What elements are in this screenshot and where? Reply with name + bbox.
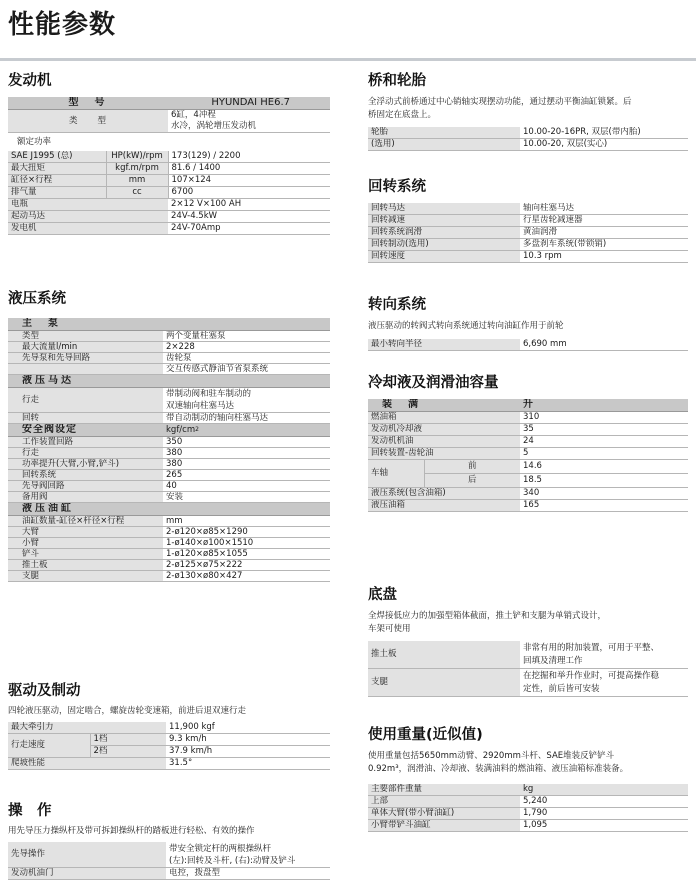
engine-sae-row — [8, 151, 330, 163]
weight-description-2: 0.92m³，润滑油、冷却液、装满油料的燃油箱、液压油箱标准装备。 — [368, 764, 629, 774]
pump-flow-value: 2×228 — [163, 342, 330, 353]
relief-row-label: 行走 — [8, 448, 163, 459]
drive-section — [8, 682, 330, 770]
swing-motor-value: 带自动制动的轴向柱塞马达 — [163, 413, 330, 424]
engine-torque-row — [8, 163, 330, 175]
engine-starter-value: 24V-4.5kW — [168, 211, 330, 223]
operation-description: 用先导压力操纵杆及带可拆卸操纵杆的踏板进行轻松、有效的操作 — [8, 826, 255, 836]
weight-row-label: 上部 — [368, 796, 520, 808]
operation-section — [8, 802, 330, 880]
swing-section — [368, 178, 688, 263]
cylinder-header-unit: mm — [163, 516, 330, 527]
title-divider — [0, 58, 696, 61]
weight-row-label: 单体大臂(带小臂油缸) — [368, 808, 520, 820]
pump-system-label — [8, 364, 163, 375]
engine-battery-row — [8, 199, 330, 211]
outrigger-label: 支腿 — [368, 669, 520, 697]
steering-heading: 转向系统 — [368, 297, 426, 313]
swing-row-label: 回转速度 — [368, 251, 520, 263]
capacity-row-label: 发动机机油 — [368, 436, 520, 448]
relief-unit — [163, 424, 330, 437]
pump-type-value: 两个变量柱塞泵 — [163, 331, 330, 342]
weight-row-value: 1,790 — [520, 808, 688, 820]
engine-bore-row — [8, 175, 330, 187]
engine-type-value-2: 水冷，涡轮增压发动机 — [171, 121, 257, 131]
relief-row-value: 安装 — [163, 492, 330, 503]
throttle-value: 电控，拨盘型 — [166, 868, 330, 880]
axle-capacity-value: 18.5 — [520, 474, 688, 488]
engine-sae-label: SAE J1995 (总) — [8, 151, 106, 163]
engine-sae-unit: HP(kW)/rpm — [106, 151, 168, 163]
engine-sae-value: 173(129) / 2200 — [168, 151, 330, 163]
swing-row-value: 行星齿轮减速器 — [520, 215, 688, 227]
gradeability-value: 31.5° — [166, 758, 330, 770]
coolant-table — [368, 399, 688, 512]
travel-motor-value-2: 双速轴向柱塞马达 — [166, 401, 235, 411]
chassis-section — [368, 586, 688, 697]
blade-value-1: 非常有用的附加装置，可用于平整、 — [523, 642, 660, 653]
chassis-description-2: 车架可使用 — [368, 624, 411, 634]
relief-row-label: 工作装置回路 — [8, 437, 163, 448]
steering-section — [368, 296, 688, 351]
cylinder-row-label: 推土板 — [8, 560, 163, 571]
capacity-row-label: 燃油箱 — [368, 412, 520, 424]
swing-heading: 回转系统 — [368, 179, 426, 195]
cylinder-row-value: 2-ø120×ø85×1290 — [163, 527, 330, 538]
swing-row-value: 轴向柱塞马达 — [520, 203, 688, 215]
cylinder-row-label: 支腿 — [8, 571, 163, 582]
steering-description: 液压驱动的转阀式转向系统通过转向油缸作用于前轮 — [368, 321, 564, 331]
weight-heading: 使用重量(近似值) — [368, 727, 483, 743]
axle-capacity-value: 14.6 — [520, 460, 688, 474]
engine-table — [8, 97, 330, 235]
engine-type-value-1: 6缸，4冲程 — [171, 110, 216, 120]
capacity-row-value: 5 — [520, 448, 688, 460]
swing-row-label: 回转马达 — [368, 203, 520, 215]
engine-model-label: 型 号 — [8, 97, 168, 110]
capacity-row-label: 液压油箱 — [368, 500, 520, 512]
engine-rated-power-label: 额定功率 — [17, 136, 52, 147]
swing-row-label: 回转制动(选用) — [368, 239, 520, 251]
tire-label: 轮胎 — [368, 127, 520, 139]
coolant-section — [368, 374, 688, 512]
axle-position: 前 — [424, 460, 520, 474]
cylinder-row-value: 2-ø125×ø75×222 — [163, 560, 330, 571]
engine-starter-label: 起动马达 — [8, 211, 168, 223]
engine-torque-value: 81.6 / 1400 — [168, 163, 330, 175]
engine-battery-label: 电瓶 — [8, 199, 168, 211]
outrigger-value-1: 在挖掘和举升作业时，可提高操作稳 — [523, 670, 660, 681]
hydraulic-cylinder-bar: 液压油缸 — [8, 503, 330, 516]
relief-row-label: 回转系统 — [8, 470, 163, 481]
engine-battery-value: 2×12 V×100 AH — [168, 199, 330, 211]
tire-option-label: (选用) — [368, 139, 520, 151]
swing-motor-label: 回转 — [8, 413, 163, 424]
swing-row-label: 回转减速 — [368, 215, 520, 227]
outrigger-value-2: 定性，前后皆可安装 — [523, 683, 600, 694]
weight-section — [368, 726, 688, 832]
hydraulic-motor-bar: 液压马达 — [8, 375, 330, 388]
weight-header-label: 主要部件重量 — [368, 784, 520, 796]
speed-value: 9.3 km/h — [166, 734, 330, 746]
weight-table — [368, 784, 688, 832]
engine-section — [8, 72, 330, 235]
travel-motor-value-1: 带制动阀和驻车制动的 — [166, 389, 252, 399]
cylinder-row-label: 铲斗 — [8, 549, 163, 560]
axle-table — [368, 127, 688, 151]
operation-table — [8, 842, 330, 880]
capacity-header-label: 装 满 — [368, 399, 520, 412]
engine-alternator-value: 24V-70Amp — [168, 223, 330, 235]
pump-flow-label: 最大流量l/min — [8, 342, 163, 353]
capacity-row-value: 35 — [520, 424, 688, 436]
traction-label: 最大牵引力 — [8, 722, 166, 734]
engine-type-row — [8, 110, 330, 133]
steering-table — [368, 339, 688, 351]
main-pump-bar: 主 泵 — [8, 318, 330, 331]
engine-displacement-label: 排气量 — [8, 187, 106, 199]
chassis-heading: 底盘 — [368, 587, 397, 603]
cylinder-row-value: 2-ø130×ø80×427 — [163, 571, 330, 582]
engine-alternator-label: 发电机 — [8, 223, 168, 235]
throttle-label: 发动机油门 — [8, 868, 166, 880]
swing-row-value: 10.3 rpm — [520, 251, 688, 263]
swing-row-value: 多盘刹车系统(带锁销) — [520, 239, 688, 251]
weight-header-unit: kg — [520, 784, 688, 796]
turning-radius-label: 最小转向半径 — [368, 339, 520, 351]
pilot-control-value-2: (左):回转及斗杆, (右):动臂及铲斗 — [169, 855, 296, 866]
weight-row-value: 5,240 — [520, 796, 688, 808]
engine-displacement-value: 6700 — [168, 187, 330, 199]
relief-valve-bar: 安全阀设定 — [8, 424, 163, 437]
gradeability-label: 爬坡性能 — [8, 758, 166, 770]
coolant-heading: 冷却液及润滑油容量 — [368, 375, 499, 391]
cylinder-row-label: 大臂 — [8, 527, 163, 538]
engine-bore-value: 107×124 — [168, 175, 330, 187]
capacity-row-value: 310 — [520, 412, 688, 424]
hydraulic-heading: 液压系统 — [8, 291, 66, 307]
page-title: 性能参数 — [8, 10, 117, 40]
relief-row-value: 380 — [163, 459, 330, 470]
engine-torque-label: 最大扭矩 — [8, 163, 106, 175]
engine-bore-label: 缸径×行程 — [8, 175, 106, 187]
engine-bore-unit: mm — [106, 175, 168, 187]
cylinder-header-label: 油缸数量-缸径×杆径×行程 — [8, 516, 163, 527]
pump-system-value: 交互传感式静油节省泵系统 — [163, 364, 330, 375]
engine-displacement-row — [8, 187, 330, 199]
capacity-row-value: 165 — [520, 500, 688, 512]
relief-unit-base: kgf/cm — [166, 425, 196, 435]
capacity-row-label: 回转装置-齿轮油 — [368, 448, 520, 460]
drive-heading: 驱动及制动 — [8, 683, 81, 699]
weight-row-value: 1,095 — [520, 820, 688, 832]
hydraulic-section — [8, 290, 330, 582]
axle-description-2: 桥固定在底盘上。 — [368, 110, 437, 120]
relief-row-value: 350 — [163, 437, 330, 448]
pilot-control-label: 先导操作 — [8, 842, 166, 868]
chassis-table — [368, 641, 688, 697]
blade-label: 推土板 — [368, 641, 520, 669]
axle-section — [368, 72, 688, 151]
swing-row-label: 回转系统润滑 — [368, 227, 520, 239]
relief-row-label: 先导阀回路 — [8, 481, 163, 492]
tire-option-value: 10.00-20, 双层(实心) — [520, 139, 688, 151]
capacity-row-label: 液压系统(包含油箱) — [368, 488, 520, 500]
tire-value: 10.00-20-16PR, 双层(带内胎) — [520, 127, 688, 139]
engine-heading: 发动机 — [8, 73, 52, 89]
drive-description: 四轮液压驱动，固定啮合，螺旋齿轮变速箱，前进后退双速行走 — [8, 706, 247, 716]
cylinder-row-value: 1-ø140×ø100×1510 — [163, 538, 330, 549]
traction-value: 11,900 kgf — [166, 722, 330, 734]
pilot-pump-label: 先导泵和先导回路 — [8, 353, 163, 364]
weight-row-label: 小臂带铲斗油缸 — [368, 820, 520, 832]
operation-heading: 操 作 — [8, 803, 52, 819]
speed-value: 37.9 km/h — [166, 746, 330, 758]
engine-torque-unit: kgf.m/rpm — [106, 163, 168, 175]
pump-type-label: 类型 — [8, 331, 163, 342]
speed-gear: 1档 — [90, 734, 166, 746]
cylinder-row-label: 小臂 — [8, 538, 163, 549]
engine-displacement-unit: cc — [106, 187, 168, 199]
capacity-header-unit: 升 — [520, 399, 688, 412]
relief-row-label: 功率提升(大臂,小臂,铲斗) — [8, 459, 163, 470]
swing-row-value: 黄油润滑 — [520, 227, 688, 239]
capacity-row-value: 340 — [520, 488, 688, 500]
engine-model-value: HYUNDAI HE6.7 — [168, 97, 330, 110]
relief-unit-sup: 2 — [195, 426, 199, 433]
axle-heading: 桥和轮胎 — [368, 73, 426, 89]
axle-position: 后 — [424, 474, 520, 488]
blade-value-2: 回填及清理工作 — [523, 655, 583, 666]
engine-type-label: 类 型 — [8, 110, 168, 133]
relief-row-label: 备用阀 — [8, 492, 163, 503]
engine-model-row — [8, 97, 330, 110]
drive-table — [8, 722, 330, 770]
relief-row-value: 40 — [163, 481, 330, 492]
travel-motor-label: 行走 — [8, 388, 163, 413]
cylinder-row-value: 1-ø120×ø85×1055 — [163, 549, 330, 560]
relief-row-value: 380 — [163, 448, 330, 459]
engine-starter-row — [8, 211, 330, 223]
capacity-row-label: 发动机冷却液 — [368, 424, 520, 436]
engine-rated-power-row — [8, 133, 330, 152]
hydraulic-table — [8, 318, 330, 582]
swing-table — [368, 203, 688, 263]
speed-gear: 2档 — [90, 746, 166, 758]
axle-description-1: 全浮动式前桥通过中心销轴实现摆动功能，通过摆动平衡油缸锁紧。后 — [368, 97, 632, 107]
relief-row-value: 265 — [163, 470, 330, 481]
speed-label: 行走速度 — [8, 734, 90, 758]
chassis-description-1: 全焊接低应力的加强型箱体截面，推土铲和支腿为单销式设计， — [368, 611, 607, 621]
engine-alternator-row — [8, 223, 330, 235]
capacity-row-value: 24 — [520, 436, 688, 448]
turning-radius-value: 6,690 mm — [520, 339, 688, 351]
weight-description-1: 使用重量包括5650mm动臂、2920mm斗杆、SAE堆装反铲铲斗 — [368, 751, 615, 761]
pilot-pump-value: 齿轮泵 — [163, 353, 330, 364]
pilot-control-value-1: 带安全锁定杆的两根操纵杆 — [169, 843, 272, 854]
axle-capacity-label: 车轴 — [368, 460, 424, 488]
